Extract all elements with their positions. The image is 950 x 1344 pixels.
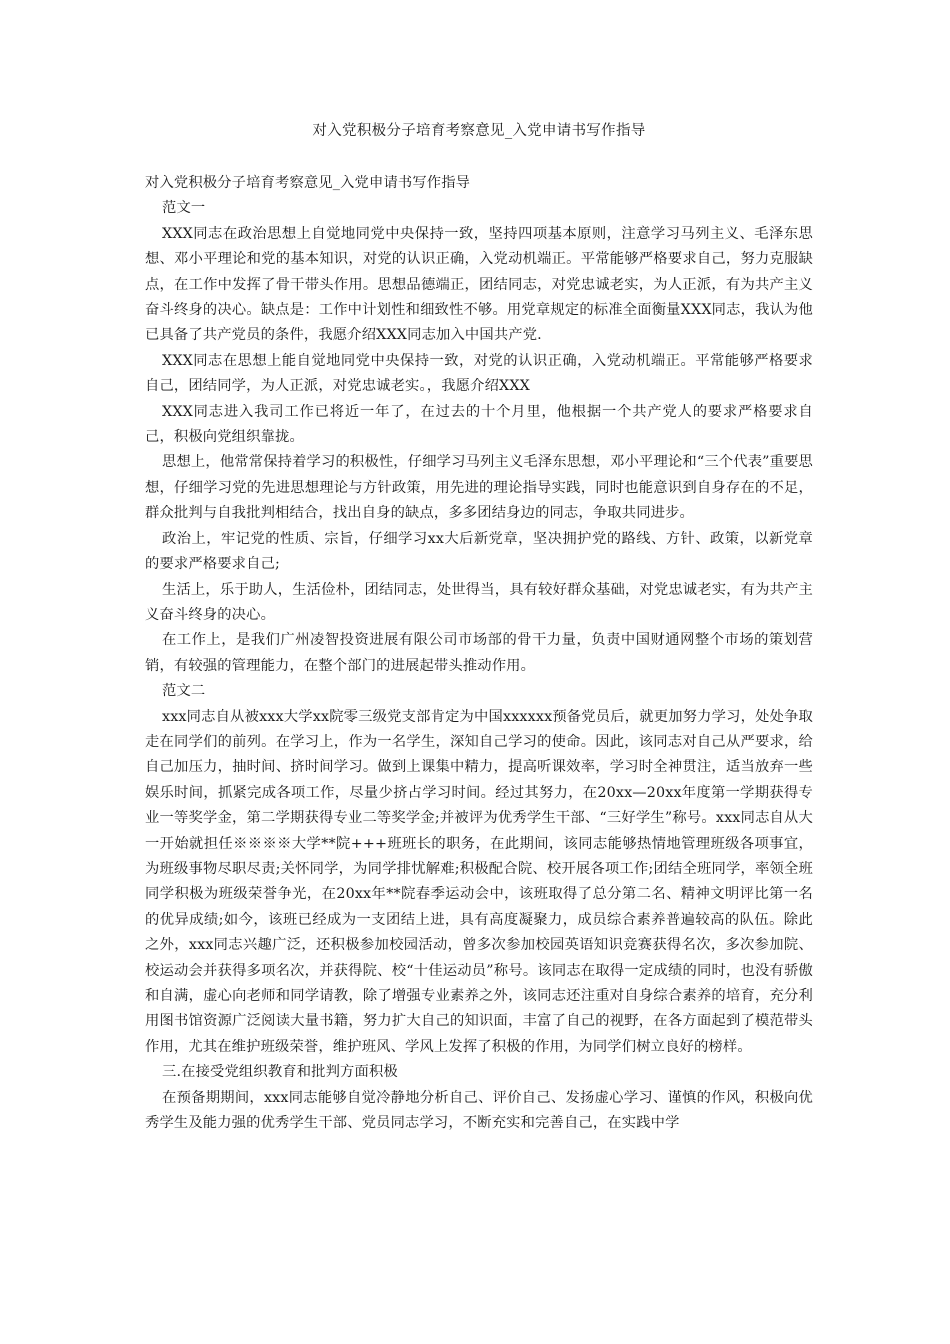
document-body — [145, 171, 813, 1136]
paragraph: 生活上，乐于助人，生活俭朴，团结同志，处世得当，具有较好群众基础，对党忠诚老实，有为共产主义奋斗终身的决心。 — [145, 581, 813, 623]
paragraph: 范文二 — [162, 683, 206, 700]
paragraph: 三.在接受党组织教育和批判方面积极 — [162, 1064, 398, 1081]
paragraph: 政治上，牢记党的性质、宗旨，仔细学习xx大后新党章，坚决拥护党的路线、方针、政策，以新党章的要求严格要求自己; — [145, 530, 813, 573]
paragraph: xxx同志自从被xxx大学xx院零三级党支部肯定为中国xxxxxx预备党员后，就更加努力学习，处处争取走在同学们的前列。在学习上，作为一名学生，深知自己学习的使命。因此，该同志对自己从严要求，给自己加压力，抽时间、挤时间学习。做到上课集中精力，提高听课效率，学习时全神贯注，适当放弃一些娱乐时间，抓紧完成各项工作，尽量少挤占学习时间。经过其努力，在20xx—20xx年度第一学期获得专业一等奖学金，第二学期获得专业二等奖学金;并被评为优秀学生干部、“三好学生”称号。xxx同志自从大一开始就担任※※※※大学**院+++班班长的职务，在此期间，该同志能够热情地管理班级各项事宜，为班级事物尽职尽责;关怀同学，为同学排忧解难;积极配合院、校开展各项工作;团结全班同学，率领全班同学积极为班级荣誉争光，在20xx年**院春季运动会中，该班取得了总分第二名、精神文明评比第一名的优异成绩;如今，该班已经成为一支团结上进，具有高度凝聚力，成员综合素养普遍较高的队伍。除此之外，xxx同志兴趣广泛，还积极参加校园活动，曾多次参加校园英语知识竞赛获得名次，多次参加院、校运动会并获得多项名次，并获得院、校“十佳运动员”称号。该同志在取得一定成绩的同时，也没有骄傲和自满，虚心向老师和同学请教，除了增强专业素养之外，该同志还注重对自身综合素养的培育，充分利用图书馆资源广泛阅读大量书籍，努力扩大自己的知识面，丰富了自己的视野，在各方面起到了模范带头作用，尤其在维护班级荣誉，维护班风、学风上发挥了积极的作用，为同学们树立良好的榜样。 — [145, 708, 813, 1055]
paragraph: 对入党积极分子培育考察意见_入党申请书写作指导 — [145, 175, 471, 191]
paragraph: XXX同志进入我司工作已将近一年了，在过去的十个月里，他根据一个共产党人的要求严格要求自己，积极向党组织靠拢。 — [145, 403, 813, 446]
paragraph: 思想上，他常常保持着学习的积极性，仔细学习马列主义毛泽东思想，邓小平理论和“三个代表”重要思想，仔细学习党的先进思想理论与方针政策，用先进的理论指导实践，同时也能意识到自身存在的不足，群众批判与自我批判相结合，找出自身的缺点，多多团结身边的同志，争取共同进步。 — [145, 454, 813, 522]
paragraph: 在预备期期间，xxx同志能够自觉冷静地分析自己、评价自己、发扬虚心学习、谨慎的作风，积极向优秀学生及能力强的优秀学生干部、党员同志学习，不断充实和完善自己，在实践中学 — [145, 1089, 813, 1132]
paragraph: 范文一 — [162, 200, 206, 217]
paragraph: XXX同志在政治思想上自觉地同党中央保持一致，坚持四项基本原则，注意学习马列主义、毛泽东思想、邓小平理论和党的基本知识，对党的认识正确，入党动机端正。平常能够严格要求自己，努力克服缺点，在工作中发挥了骨干带头作用。思想品德端正，团结同志，对党忠诚老实，为人正派，有为共产主义奋斗终身的决心。缺点是：工作中计划性和细致性不够。用党章规定的标准全面衡量XXX同志，我认为他已具备了共产党员的条件，我愿介绍XXX同志加入中国共产党. — [145, 225, 813, 344]
paragraph: 在工作上，是我们广州凌智投资进展有限公司市场部的骨干力量，负责中国财通网整个市场的策划营销，有较强的管理能力，在整个部门的进展起带头推动作用。 — [145, 632, 813, 674]
document-page — [145, 118, 813, 1136]
document-title: 对入党积极分子培育考察意见_入党申请书写作指导 — [312, 123, 646, 139]
paragraph: XXX同志在思想上能自觉地同党中央保持一致，对党的认识正确，入党动机端正。平常能够严格要求自己，团结同学，为人正派，对党忠诚老实。，我愿介绍XXX — [145, 352, 813, 395]
